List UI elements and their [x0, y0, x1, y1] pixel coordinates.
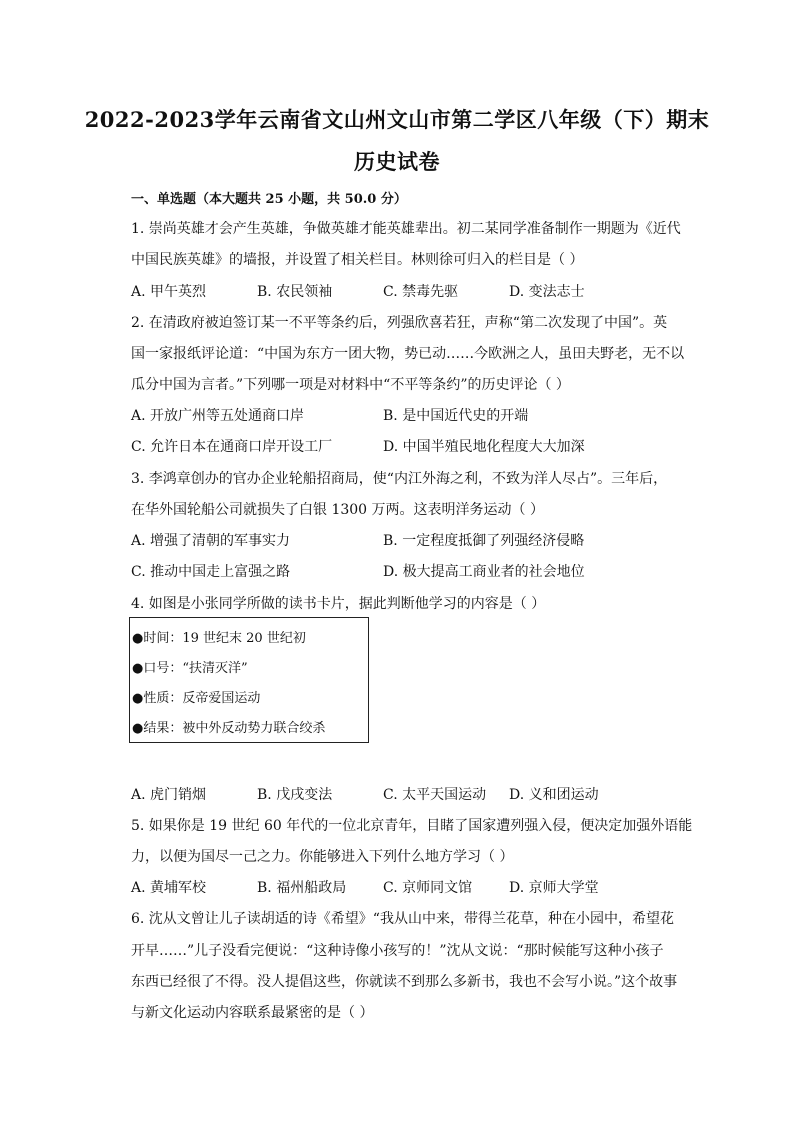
exam-title: 2022-2023学年云南省文山州文山市第二学区八年级（下）期末 [84, 107, 710, 132]
question-6-line-1: 6. 沈从文曾让儿子读胡适的诗《希望》“我从山中来，带得兰花草，种在小园中，希望花 [131, 911, 674, 927]
question-4-option-c: C. 太平天国运动 [383, 787, 487, 803]
question-5-line-2: 力，以便为国尽一己之力。你能够进入下列什么地方学习（ ） [131, 849, 514, 865]
question-5-option-a: A. 黄埔军校 [131, 880, 207, 896]
question-2-option-c: C. 允许日本在通商口岸开设工厂 [131, 439, 333, 455]
question-2-option-b: B. 是中国近代史的开端 [383, 408, 529, 424]
question-2-option-a: A. 开放广州等五处通商口岸 [131, 408, 305, 424]
question-1-line-2: 中国民族英雄》的墙报，并设置了相关栏目。林则徐可归入的栏目是（ ） [131, 252, 584, 268]
question-3-option-d: D. 极大提高工商业者的社会地位 [383, 564, 585, 580]
question-5-option-d: D. 京师大学堂 [509, 880, 599, 896]
card-item-slogan: ●口号：“扶清灭洋” [132, 661, 248, 676]
question-2-line-1: 2. 在清政府被迫签订某一不平等条约后，列强欣喜若狂，声称“第二次发现了中国”。英 [131, 315, 668, 331]
card-item-time: ●时间：19 世纪末 20 世纪初 [132, 631, 306, 646]
question-2-line-2: 国一家报纸评论道：“中国为东方一团大物，势已动……今欧洲之人，虽田夫野老，无不以 [131, 346, 685, 362]
question-5-option-b: B. 福州船政局 [257, 880, 347, 896]
question-1-option-c: C. 禁毒先驱 [383, 284, 459, 300]
section-header: 一、单选题（本大题共 25 小题，共 50.0 分） [131, 192, 407, 207]
question-5-option-c: C. 京师同文馆 [383, 880, 473, 896]
question-3-line-2: 在华外国轮船公司就损失了白银 1300 万两。这表明洋务运动（ ） [131, 502, 544, 518]
question-1-line-1: 1. 崇尚英雄才会产生英雄，争做英雄才能英雄辈出。初二某同学准备制作一期题为《近代 [131, 221, 681, 237]
question-3-option-c: C. 推动中国走上富强之路 [131, 564, 291, 580]
question-3-option-a: A. 增强了清朝的军事实力 [131, 533, 291, 549]
question-6-line-4: 与新文化运动内容联系最紧密的是（ ） [131, 1005, 374, 1021]
question-6-line-2: 开早……”儿子没看完便说：“这种诗像小孩写的！”沈从文说：“那时候能写这种小孩子 [131, 943, 664, 959]
card-item-nature: ●性质：反帝爱国运动 [132, 691, 261, 706]
question-1-option-b: B. 农民领袖 [257, 284, 333, 300]
question-3-line-1: 3. 李鸿章创办的官办企业轮船招商局，使“内江外海之利，不致为洋人尽占”。三年后， [131, 471, 668, 487]
reading-card [129, 617, 369, 743]
question-4-option-a: A. 虎门销烟 [131, 787, 207, 803]
card-item-result: ●结果：被中外反动势力联合绞杀 [132, 721, 326, 736]
exam-subtitle: 历史试卷 [354, 149, 440, 174]
question-1-option-d: D. 变法志士 [509, 284, 585, 300]
question-4-line-1: 4. 如图是小张同学所做的读书卡片，据此判断他学习的内容是（ ） [131, 596, 546, 612]
question-1-option-a: A. 甲午英烈 [131, 284, 207, 300]
question-4-option-d: D. 义和团运动 [509, 787, 599, 803]
question-2-option-d: D. 中国半殖民地化程度大大加深 [383, 439, 585, 455]
question-3-option-b: B. 一定程度抵御了列强经济侵略 [383, 533, 585, 549]
question-4-option-b: B. 戊戌变法 [257, 787, 333, 803]
question-6-line-3: 东西已经很了不得。没人提倡这些，你就读不到那么多新书，我也不会写小说。”这个故事 [131, 974, 678, 990]
question-5-line-1: 5. 如果你是 19 世纪 60 年代的一位北京青年，目睹了国家遭列强入侵，便决定加强外语能 [131, 818, 693, 834]
question-2-line-3: 瓜分中国为言者。”下列哪一项是对材料中“不平等条约”的历史评论（ ） [131, 377, 570, 393]
